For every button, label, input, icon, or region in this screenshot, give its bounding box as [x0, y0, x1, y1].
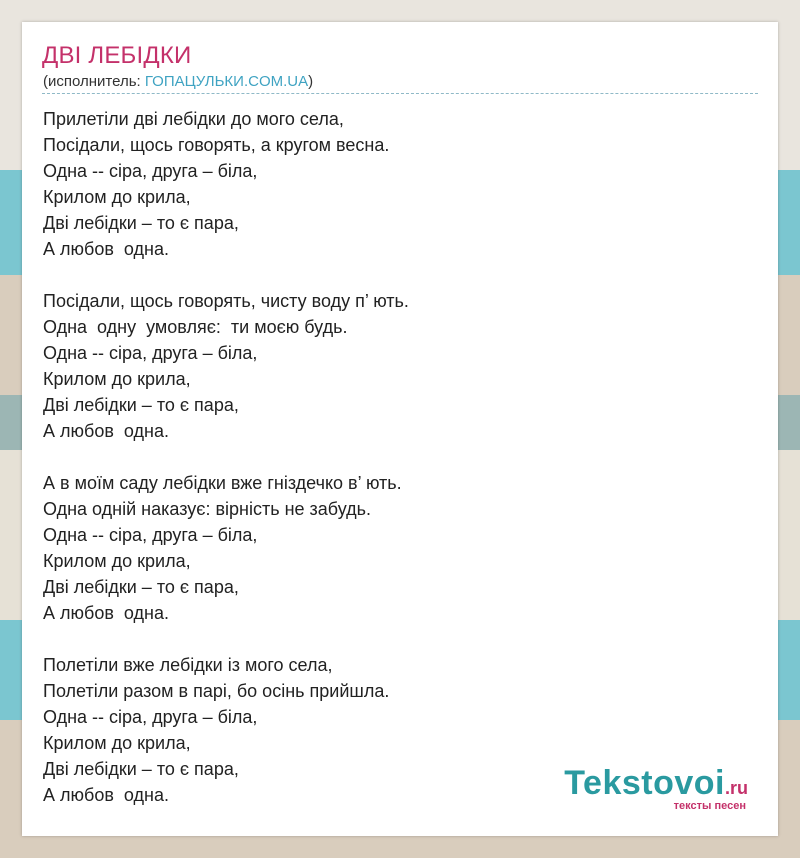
artist-line	[43, 73, 313, 90]
lyrics-card	[22, 22, 778, 836]
stanza	[43, 106, 759, 262]
lyric-line: Дві лебідки – то є пара,	[43, 759, 239, 779]
lyric-line: Полетіли разом в парі, бо осінь прийшла.	[43, 681, 390, 701]
lyric-line: А любов одна.	[43, 785, 169, 805]
lyrics-body	[43, 106, 759, 834]
lyric-line: Одна -- сіра, друга – біла,	[43, 343, 258, 363]
dashed-divider	[42, 93, 758, 94]
stanza	[43, 288, 759, 444]
artist-link[interactable]: ГОПАЦУЛЬКИ.COM.UA	[144, 73, 309, 90]
lyric-line: Дві лебідки – то є пара,	[43, 395, 239, 415]
lyric-line: Одна -- сіра, друга – біла,	[43, 707, 258, 727]
lyric-line: А любов одна.	[43, 239, 169, 259]
artist-suffix: )	[308, 73, 314, 90]
lyric-line: Крилом до крила,	[43, 733, 191, 753]
lyric-line: Одна -- сіра, друга – біла,	[43, 525, 258, 545]
song-title: ДВІ ЛЕБІДКИ	[42, 42, 192, 69]
logo-tagline: тексты песен	[673, 800, 746, 812]
lyric-line: Посідали, щось говорять, чисту воду п’ ють.	[43, 291, 409, 311]
artist-prefix: (исполнитель:	[43, 73, 145, 90]
lyric-line: Дві лебідки – то є пара,	[43, 213, 239, 233]
tekstovoi-logo[interactable]	[564, 766, 748, 812]
lyric-line: А любов одна.	[43, 421, 169, 441]
lyric-line: Посідали, щось говорять, а кругом весна.	[43, 135, 390, 155]
lyric-line: Прилетіли дві лебідки до мого села,	[43, 109, 344, 129]
lyric-line: Крилом до крила,	[43, 369, 191, 389]
lyric-line: А в моїм саду лебідки вже гніздечко в’ ють.	[43, 473, 402, 493]
logo-wordmark	[564, 766, 748, 800]
stanza	[43, 470, 759, 626]
lyric-line: Одна одну умовляє: ти моєю будь.	[43, 317, 348, 337]
lyric-line: Крилом до крила,	[43, 187, 191, 207]
lyric-line: Полетіли вже лебідки із мого села,	[43, 655, 333, 675]
lyric-line: Одна одній наказує: вірність не забудь.	[43, 499, 371, 519]
lyric-line: Дві лебідки – то є пара,	[43, 577, 239, 597]
logo-domain: .ru	[724, 778, 748, 798]
lyric-line: А любов одна.	[43, 603, 169, 623]
lyric-line: Одна -- сіра, друга – біла,	[43, 161, 258, 181]
lyric-line: Крилом до крила,	[43, 551, 191, 571]
logo-name: Tekstovoi	[564, 764, 725, 802]
